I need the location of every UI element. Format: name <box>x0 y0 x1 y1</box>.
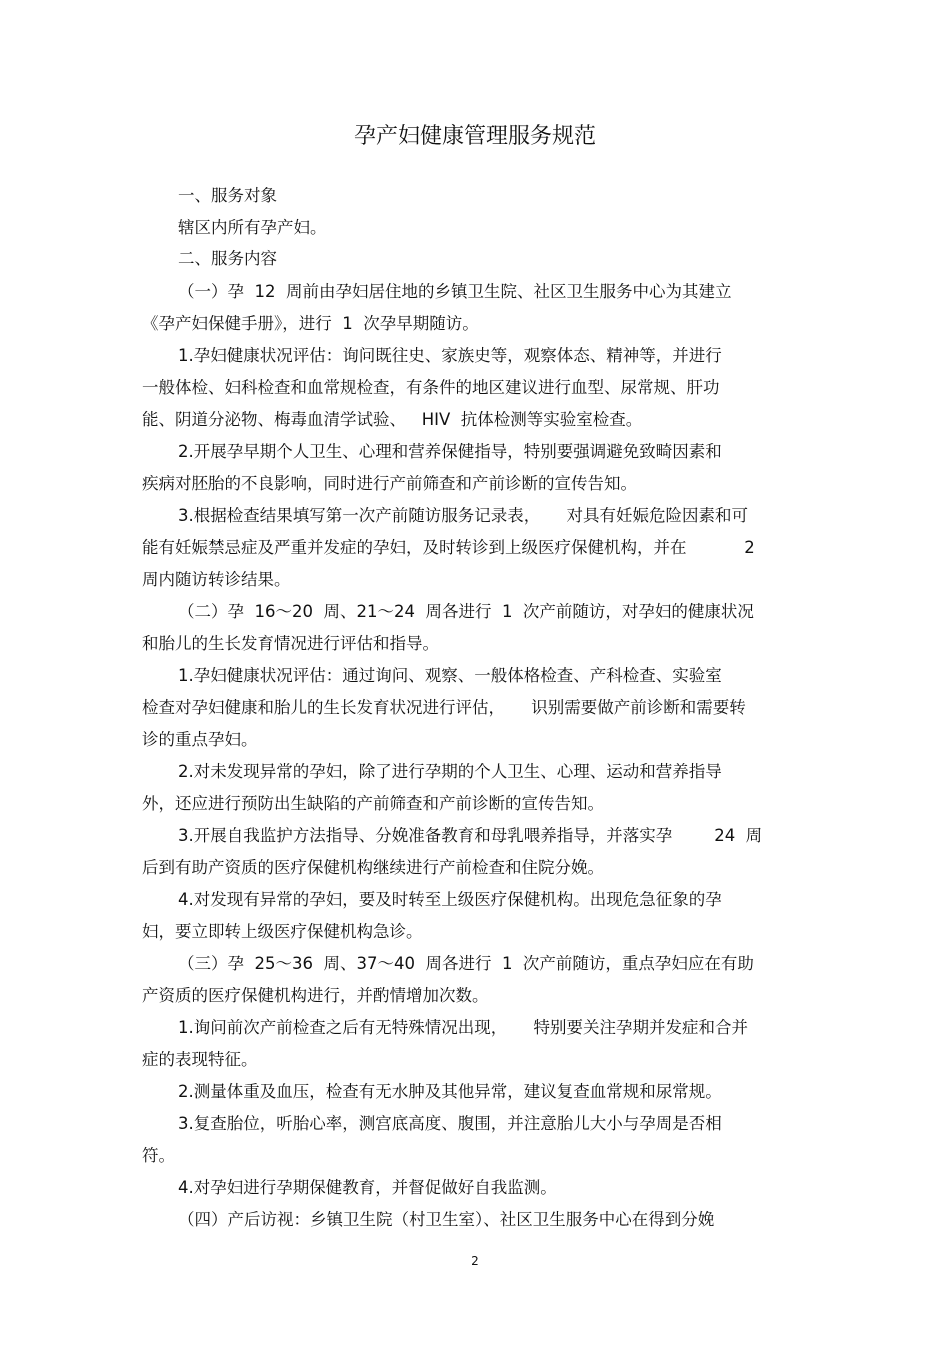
list-item-line: 1.孕妇健康状况评估：通过询问、观察、一般体格检查、产科检查、实验室 <box>178 666 722 685</box>
list-item-line: 2.测量体重及血压，检查有无水肿及其他异常，建议复查血常规和尿常规。 <box>178 1082 722 1101</box>
paragraph-line: 产资质的医疗保健机构进行，并酌情增加次数。 <box>142 986 489 1005</box>
paragraph-line: 和胎儿的生长发育情况进行评估和指导。 <box>142 634 439 653</box>
paragraph-line: 症的表现特征。 <box>142 1050 258 1069</box>
list-item-line: 2.开展孕早期个人卫生、心理和营养保健指导，特别要强调避免致畸因素和 <box>178 442 722 461</box>
paragraph-line: 检查对孕妇健康和胎儿的生长发育状况进行评估， 识别需要做产前诊断和需要转 <box>142 698 746 717</box>
paragraph-line: 外，还应进行预防出生缺陷的产前筛查和产前诊断的宣传告知。 <box>142 794 604 813</box>
list-item-line: 2.对未发现异常的孕妇，除了进行孕期的个人卫生、心理、运动和营养指导 <box>178 762 722 781</box>
page-number: 2 <box>471 1254 479 1268</box>
subsection-line: （二）孕 16～20 周、21～24 周各进行 1 次产前随访，对孕妇的健康状况 <box>178 602 754 621</box>
list-item-line: 4.对发现有异常的孕妇，要及时转至上级医疗保健机构。出现危急征象的孕 <box>178 890 722 909</box>
paragraph-line: 妇，要立即转上级医疗保健机构急诊。 <box>142 922 423 941</box>
paragraph-line: 能、阴道分泌物、梅毒血清学试验、 HIV 抗体检测等实验室检查。 <box>142 410 643 429</box>
subsection-line: （三）孕 25～36 周、37～40 周各进行 1 次产前随访，重点孕妇应在有助 <box>178 954 754 973</box>
section-heading: 二、服务内容 <box>178 249 277 268</box>
section-heading: 一、服务对象 <box>178 186 277 205</box>
paragraph-line: 后到有助产资质的医疗保健机构继续进行产前检查和住院分娩。 <box>142 858 604 877</box>
paragraph-line: 辖区内所有孕产妇。 <box>178 218 327 237</box>
paragraph-line: 诊的重点孕妇。 <box>142 730 258 749</box>
list-item-line: 1.孕妇健康状况评估：询问既往史、家族史等，观察体态、精神等，并进行 <box>178 346 722 365</box>
paragraph-line: 符。 <box>142 1146 175 1165</box>
list-item-line: 4.对孕妇进行孕期保健教育，并督促做好自我监测。 <box>178 1178 557 1197</box>
paragraph-line: 《孕产妇保健手册》，进行 1 次孕早期随访。 <box>142 314 479 333</box>
paragraph-line: 周内随访转诊结果。 <box>142 570 291 589</box>
list-item-line: 3.开展自我监护方法指导、分娩准备教育和母乳喂养指导，并落实孕 24 周 <box>178 826 763 845</box>
subsection-line: （一）孕 12 周前由孕妇居住地的乡镇卫生院、社区卫生服务中心为其建立 <box>178 282 732 301</box>
list-item-line: 3.复查胎位，听胎心率，测宫底高度、腹围，并注意胎儿大小与孕周是否相 <box>178 1114 722 1133</box>
list-item-line: 3.根据检查结果填写第一次产前随访服务记录表， 对具有妊娠危险因素和可 <box>178 506 748 525</box>
list-item-line: 1.询问前次产前检查之后有无特殊情况出现， 特别要关注孕期并发症和合并 <box>178 1018 748 1037</box>
subsection-line: （四）产后访视：乡镇卫生院（村卫生室）、社区卫生服务中心在得到分娩 <box>178 1210 715 1229</box>
paragraph-line: 一般体检、妇科检查和血常规检查，有条件的地区建议进行血型、尿常规、肝功 <box>142 378 720 397</box>
paragraph-line: 能有妊娠禁忌症及严重并发症的孕妇，及时转诊到上级医疗保健机构，并在 2 <box>142 538 755 557</box>
page-title: 孕产妇健康管理服务规范 <box>353 124 596 149</box>
paragraph-line: 疾病对胚胎的不良影响，同时进行产前筛查和产前诊断的宣传告知。 <box>142 474 637 493</box>
